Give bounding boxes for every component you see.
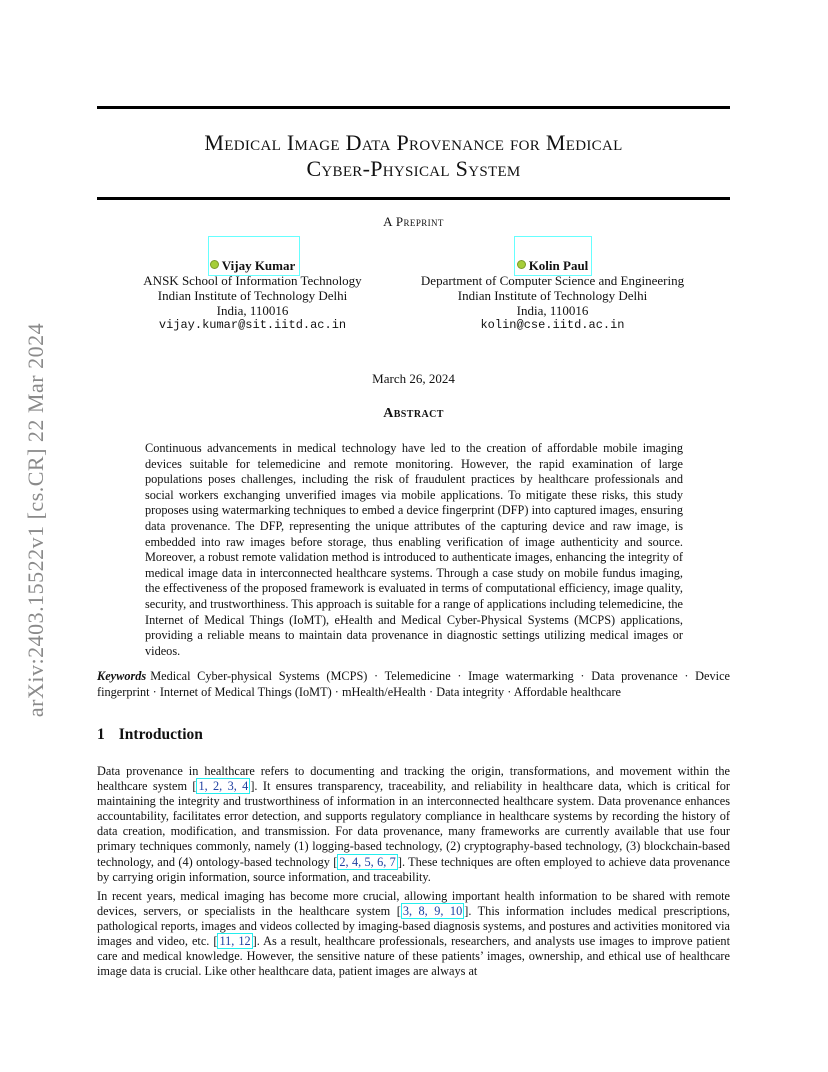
paper-title [97,130,730,182]
orcid-icon[interactable] [517,260,526,269]
author-institute: Indian Institute of Technology Delhi [457,288,648,303]
author-email[interactable]: kolin@cse.iitd.ac.in [480,318,625,332]
author-name: Kolin Paul [528,258,589,273]
keywords-label: Keywords [97,669,147,683]
intro-paragraph-2 [97,889,730,980]
citation-link[interactable]: 3, 8, 9, 10 [402,904,463,919]
title-line-2: Cyber-Physical System [306,156,521,181]
para-text: ]. It ensures transparency, traceability, and reliability in healthcare data, which is critical for maintaining the integrity and trustworthiness of information in an interconnected healthcare system. Data provenance enhances accountability, facilitates error detection, and supports regulatory compliance in healthcare systems by recording the history of data creation, modification, and transmission. For data provenance, many frameworks are currently available that use four primary techniques commonly, namely (1) logging-based technology, (2) cryptography-based technology, (3) blockchain-based technology, and (4) ontology-based technology [ [97,779,730,869]
keywords [97,669,730,700]
title-line-1: Medical Image Data Provenance for Medical [204,130,623,155]
preprint-label: A Preprint [383,214,444,229]
keywords-text: Medical Cyber-physical Systems (MCPS) · Telemedicine · Image watermarking · Data provenance · Device fingerprint · Internet of Medical Things (IoMT) · mHealth/eHealth · Data integrity · Affordable healthcare [97,669,730,699]
citation-link[interactable]: 11, 12 [219,934,251,949]
title-bottom-rule [97,197,730,200]
citation-link[interactable]: 1, 2, 3, 4 [198,779,249,794]
para-text: In recent years, medical imaging has become more crucial, allowing important health information to be shared with remote devices, servers, or specialists in the healthcare system [ [97,889,730,919]
author-affiliation: ANSK School of Information Technology [143,273,362,288]
section-title: Introduction [118,726,203,743]
author-block-1 [130,258,375,333]
orcid-icon[interactable] [210,260,219,269]
author-block-2 [405,258,700,333]
para-text: ]. As a result, healthcare professionals, researchers, and analysts use images to improve patient care and medical knowledge. However, the sensitive nature of these patients’ images, ownership, and ethical use of healthcare image data is crucial. Like other healthcare data, patient images are always at [97,934,730,979]
para-text: Data provenance in healthcare refers to documenting and tracking the origin, transformations, and movement within the healthcare system [ [97,764,730,794]
author-location: India, 110016 [216,303,289,318]
paper-date: March 26, 2024 [372,371,455,386]
author-name-row-2[interactable] [405,258,700,273]
citation-link[interactable]: 2, 4, 5, 6, 7 [339,854,396,869]
author-institute: Indian Institute of Technology Delhi [157,288,348,303]
author-location: India, 110016 [516,303,589,318]
author-name-row-1[interactable] [130,258,375,273]
section-number: 1 [97,726,105,743]
intro-paragraph-1 [97,764,730,885]
top-rule [97,106,730,109]
author-email[interactable]: vijay.kumar@sit.iitd.ac.in [158,318,347,332]
abstract-heading: Abstract [383,406,444,421]
author-name: Vijay Kumar [221,258,296,273]
author-affiliation: Department of Computer Science and Engineering [420,273,685,288]
section-heading-introduction [97,726,203,744]
para-text: ]. These techniques are often employed to achieve data provenance by carrying origin information, source information, and traceability. [97,854,730,884]
abstract-text: Continuous advancements in medical technology have led to the creation of affordable mobile imaging devices suitable for telemedicine and remote monitoring. However, the rapid examination of large populations poses challenges, including the risk of fraudulent practices by healthcare professionals and social workers exchanging unverified images via mobile applications. To mitigate these risks, this study proposes using watermarking techniques to embed a device fingerprint (DFP) into captured images, ensuring data provenance. The DFP, representing the unique attributes of the capturing device and raw image, is embedded into raw images before storage, thus enabling verification of image authenticity and source. Moreover, a robust remote validation method is introduced to authenticate images, enhancing the integrity of medical image data in interconnected healthcare systems. Through a case study on mobile fundus imaging, the effectiveness of the proposed framework is evaluated in terms of computational efficiency, image quality, security, and trustworthiness. This approach is suitable for a range of applications including telemedicine, the Internet of Medical Things (IoMT), eHealth and Medical Cyber-Physical Systems (MCPS) applications, providing a reliable means to maintain data provenance in diagnostic settings utilizing medical images or videos. [145,441,683,658]
arxiv-stamp[interactable]: arXiv:2403.15522v1 [cs.CR] 22 Mar 2024 [23,322,48,718]
para-text: ]. This information includes medical prescriptions, pathological reports, images and videos collected by imaging-based diagnosis systems, and postures and activities monitored via images and video, etc. [ [97,904,730,949]
